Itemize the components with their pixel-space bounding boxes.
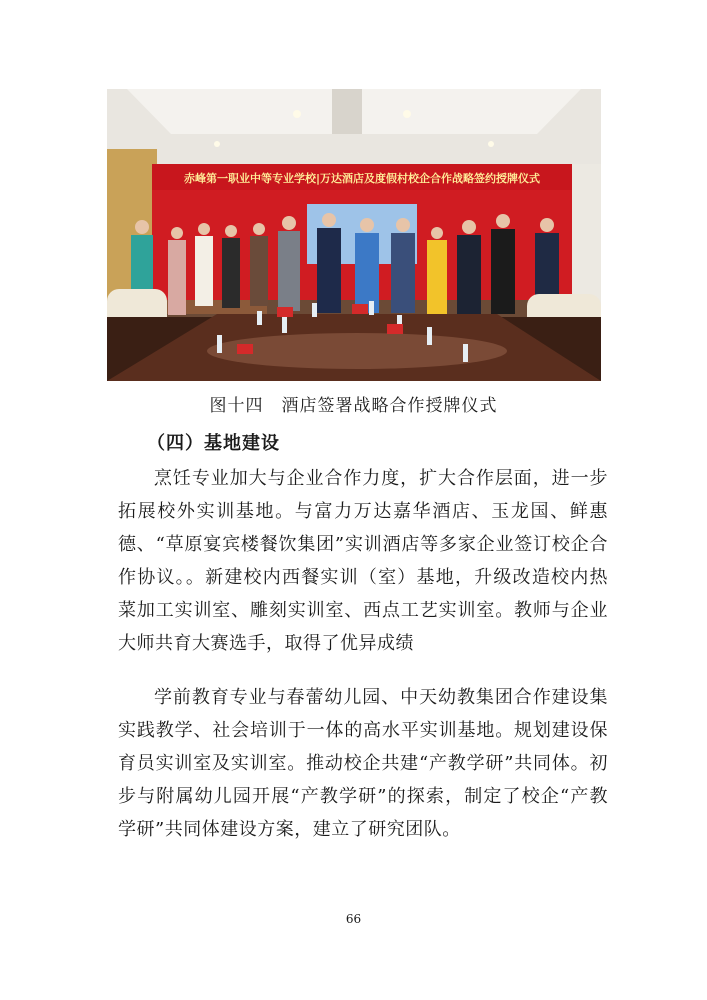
paragraph-preschool: 学前教育专业与春蕾幼儿园、中天幼教集团合作建设集实践教学、社会培训于一体的高水平实训基地。规划建设保育员实训室及实训室。推动校企共建“产教学研”共同体。初步与附属幼儿园开展“产教学研”的探索，制定了校企“产教学研”共同体建设方案，建立了研究团队。 [118, 687, 608, 840]
section-heading: （四）基地建设 [147, 433, 280, 454]
signing-ceremony-photo [107, 89, 601, 381]
page-number: 66 [345, 912, 362, 926]
banner-text: 赤峰第一职业中等专业学校|万达酒店及度假村校企合作战略签约授牌仪式 [183, 172, 541, 185]
photo-illustration [107, 89, 601, 381]
figure-caption: 图十四 酒店签署战略合作授牌仪式 [209, 396, 498, 416]
paragraph-culinary: 烹饪专业加大与企业合作力度，扩大合作层面，进一步拓展校外实训基地。与富力万达嘉华酒店、玉龙国、鲜惠德、“草原宴宾楼餐饮集团”实训酒店等多家企业签订校企合作协议。。新建校内西餐实训（室）基地，升级改造校内热菜加工实训室、雕刻实训室、西点工艺实训室。教师与企业大师共育大赛选手，取得了优异成绩 [118, 468, 608, 654]
